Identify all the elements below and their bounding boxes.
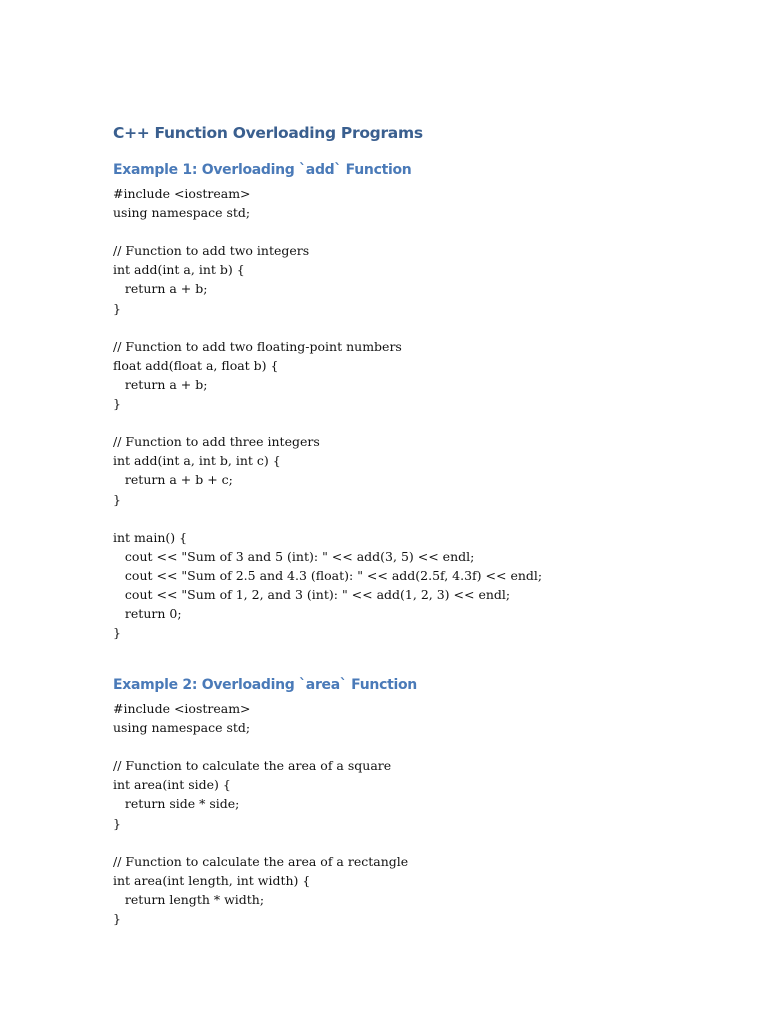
code-line: return a + b; xyxy=(113,376,208,392)
code-line: int add(int a, int b) { xyxy=(113,262,245,278)
code-line: } xyxy=(113,625,121,641)
document-title: C++ Function Overloading Programs xyxy=(113,124,423,142)
code-line: return length * width; xyxy=(113,891,265,907)
code-line: cout << "Sum of 1, 2, and 3 (int): " << add(1, 2, 3) << endl; xyxy=(113,586,511,602)
code-line: // Function to add three integers xyxy=(113,434,320,450)
code-line: int area(int side) { xyxy=(113,777,231,793)
code-line: return a + b + c; xyxy=(113,472,233,488)
code-line: #include <iostream> xyxy=(113,701,251,716)
code-line: int add(int a, int b, int c) { xyxy=(113,453,281,469)
code-line: // Function to calculate the area of a square xyxy=(113,758,392,774)
code-line: // Function to add two integers xyxy=(113,243,310,259)
code-line: // Function to calculate the area of a rectangle xyxy=(113,853,409,869)
code-line: } xyxy=(113,300,121,316)
code-line xyxy=(113,318,542,337)
code-line xyxy=(113,737,408,756)
code-line: int area(int length, int width) { xyxy=(113,872,311,888)
code-line xyxy=(113,413,542,432)
code-line xyxy=(113,833,408,852)
code-line: return a + b; xyxy=(113,281,208,297)
code-line: using namespace std; xyxy=(113,205,251,221)
code-line: } xyxy=(113,491,121,507)
code-line xyxy=(113,509,542,528)
code-line: } xyxy=(113,911,121,927)
code-line: return side * side; xyxy=(113,796,240,812)
code-block-example-1 xyxy=(113,184,542,642)
section-heading-example-1: Example 1: Overloading `add` Function xyxy=(113,162,412,178)
code-block-example-2 xyxy=(113,699,408,928)
code-line: return 0; xyxy=(113,606,182,622)
code-line: cout << "Sum of 3 and 5 (int): " << add(3, 5) << endl; xyxy=(113,548,475,564)
code-line: float add(float a, float b) { xyxy=(113,357,279,373)
code-line: #include <iostream> xyxy=(113,186,251,201)
code-line: } xyxy=(113,815,121,831)
code-line: int main() { xyxy=(113,529,188,545)
code-line: // Function to add two floating-point numbers xyxy=(113,338,402,354)
code-line: using namespace std; xyxy=(113,720,251,736)
code-line xyxy=(113,222,542,241)
code-line: cout << "Sum of 2.5 and 4.3 (float): " << add(2.5f, 4.3f) << endl; xyxy=(113,567,543,583)
section-heading-example-2: Example 2: Overloading `area` Function xyxy=(113,677,417,693)
code-line: } xyxy=(113,396,121,412)
